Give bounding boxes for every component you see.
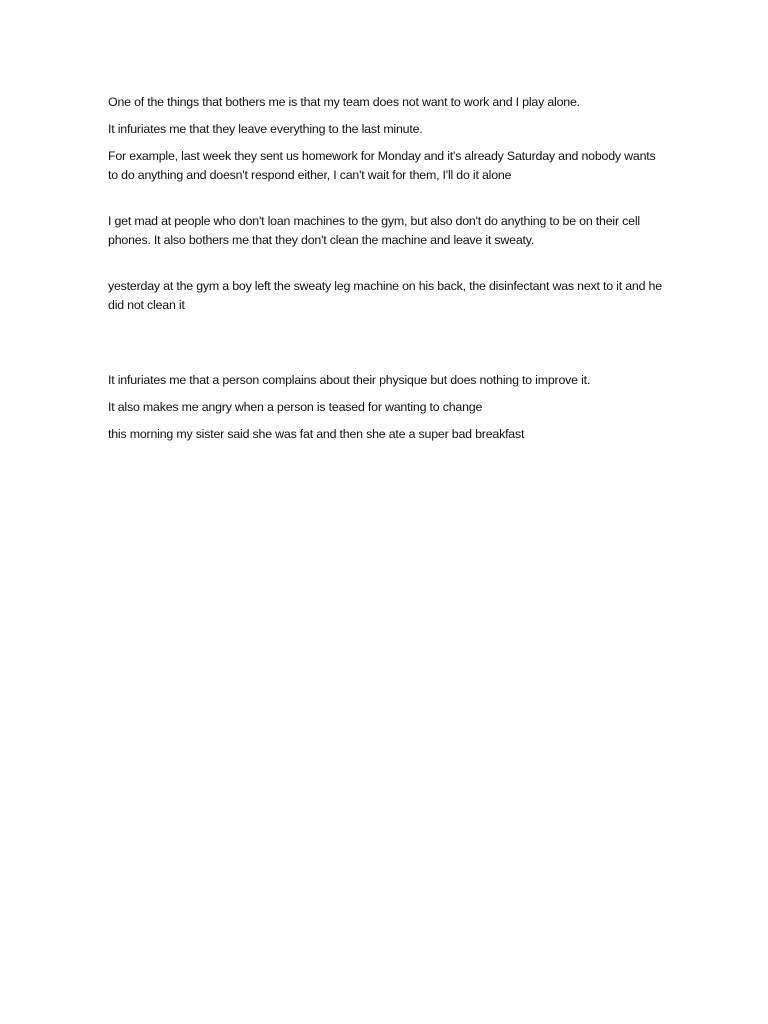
paragraph-1: One of the things that bothers me is that my team does not want to work and I play alone. [108,95,580,109]
paragraph-6: It infuriates me that a person complains about their physique but does nothing to improve it. [108,373,591,387]
paragraph-3: For example, last week they sent us homework for Monday and it's already Saturday and nobody wants to do anything and doesn't respond either, I can't wait for them, I'll do it alone [108,149,656,182]
paragraph-4: I get mad at people who don't loan machines to the gym, but also don't do anything to be on their cell phones. It also bothers me that they don't clean the machine and leave it sweaty. [108,214,640,247]
paragraph-8: this morning my sister said she was fat and then she ate a super bad breakfast [108,427,525,441]
paragraph-5: yesterday at the gym a boy left the sweaty leg machine on his back, the disinfectant was next to it and he did not clean it [108,279,662,312]
document-body [108,93,668,452]
paragraph-2: It infuriates me that they leave everything to the last minute. [108,122,423,136]
paragraph-7: It also makes me angry when a person is teased for wanting to change [108,400,483,414]
